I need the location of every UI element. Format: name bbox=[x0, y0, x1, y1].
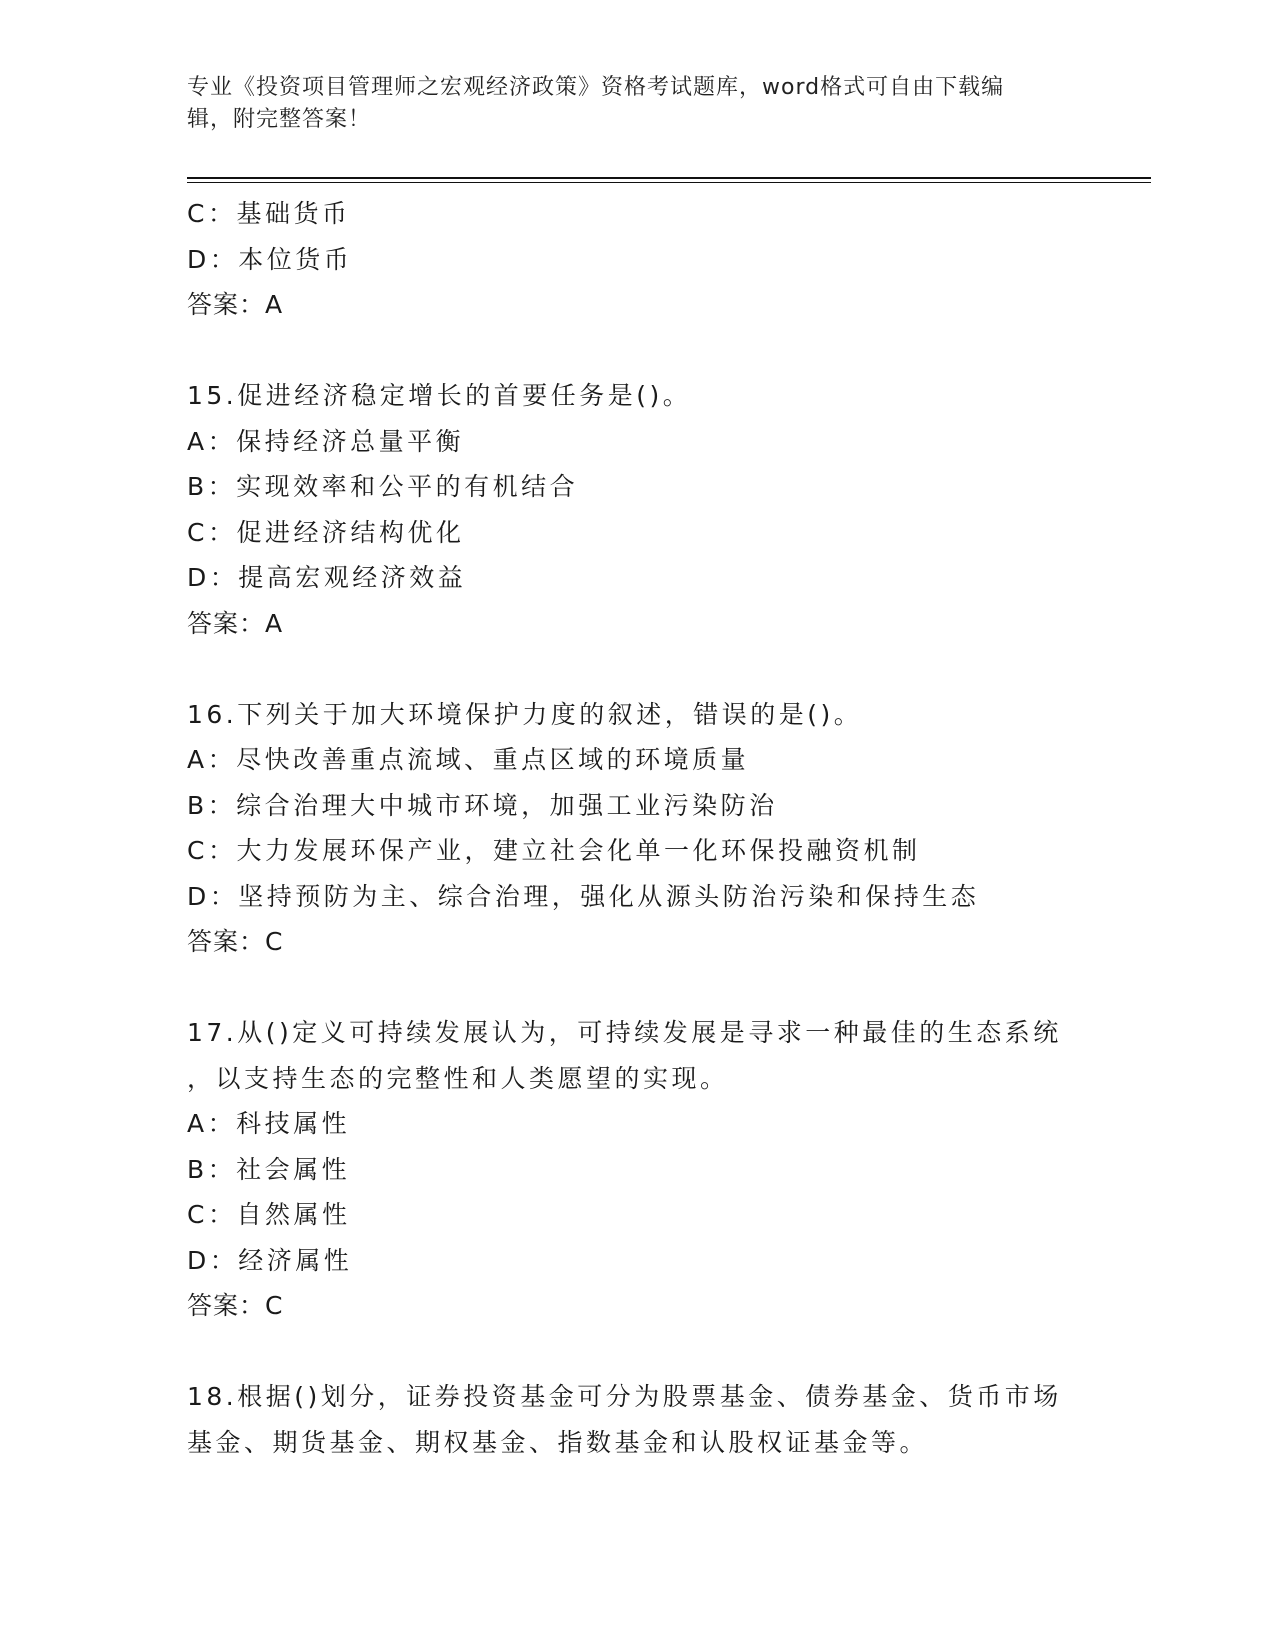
answer: 答案：A bbox=[187, 290, 284, 319]
header-divider-thin bbox=[187, 182, 1151, 183]
option-c: C：自然属性 bbox=[187, 1200, 351, 1229]
option-c: C：促进经济结构优化 bbox=[187, 517, 465, 547]
spacer bbox=[187, 328, 1087, 374]
question-text: 16.下列关于加大环境保护力度的叙述，错误的是()。 bbox=[187, 699, 863, 729]
question-text-line-1: 17.从()定义可持续发展认为，可持续发展是寻求一种最佳的生态系统 bbox=[187, 1018, 1062, 1047]
option-d: D：坚持预防为主、综合治理，强化从源头防治污染和保持生态 bbox=[187, 881, 980, 911]
document-header bbox=[187, 72, 1087, 136]
option-c: C：基础货币 bbox=[187, 199, 351, 228]
question-17 bbox=[187, 1010, 1087, 1329]
question-text-line-2: 基金、期货基金、期权基金、指数基金和认股权证基金等。 bbox=[187, 1427, 929, 1457]
question-text: 15.促进经济稳定增长的首要任务是()。 bbox=[187, 381, 692, 410]
header-line-1: 专业《投资项目管理师之宏观经济政策》资格考试题库，word格式可自由下载编 bbox=[187, 75, 1005, 100]
header-line-2: 辑，附完整答案！ bbox=[187, 107, 372, 132]
option-b: B：综合治理大中城市环境，加强工业污染防治 bbox=[187, 790, 778, 820]
spacer bbox=[187, 1329, 1087, 1375]
spacer bbox=[187, 646, 1087, 692]
option-a: A：保持经济总量平衡 bbox=[187, 426, 465, 456]
question-text-line-2: ，以支持生态的完整性和人类愿望的实现。 bbox=[187, 1063, 729, 1093]
option-b: B：社会属性 bbox=[187, 1154, 351, 1184]
option-c: C：大力发展环保产业，建立社会化单一化环保投融资机制 bbox=[187, 836, 921, 865]
option-a: A：尽快改善重点流域、重点区域的环境质量 bbox=[187, 745, 750, 774]
option-d: D：本位货币 bbox=[187, 244, 353, 274]
question-14-tail bbox=[187, 191, 1087, 328]
question-15 bbox=[187, 373, 1087, 646]
spacer bbox=[187, 965, 1087, 1011]
question-18 bbox=[187, 1374, 1087, 1465]
answer: 答案：A bbox=[187, 608, 284, 638]
option-b: B：实现效率和公平的有机结合 bbox=[187, 472, 579, 501]
question-text-line-1: 18.根据()划分，证券投资基金可分为股票基金、债券基金、货币市场 bbox=[187, 1382, 1062, 1411]
answer: 答案：C bbox=[187, 927, 284, 956]
header-divider-thick bbox=[187, 177, 1151, 179]
option-a: A：科技属性 bbox=[187, 1109, 351, 1138]
question-list bbox=[187, 191, 1087, 1465]
answer: 答案：C bbox=[187, 1291, 284, 1320]
option-d: D：经济属性 bbox=[187, 1245, 353, 1275]
option-d: D：提高宏观经济效益 bbox=[187, 563, 467, 592]
question-16 bbox=[187, 692, 1087, 965]
